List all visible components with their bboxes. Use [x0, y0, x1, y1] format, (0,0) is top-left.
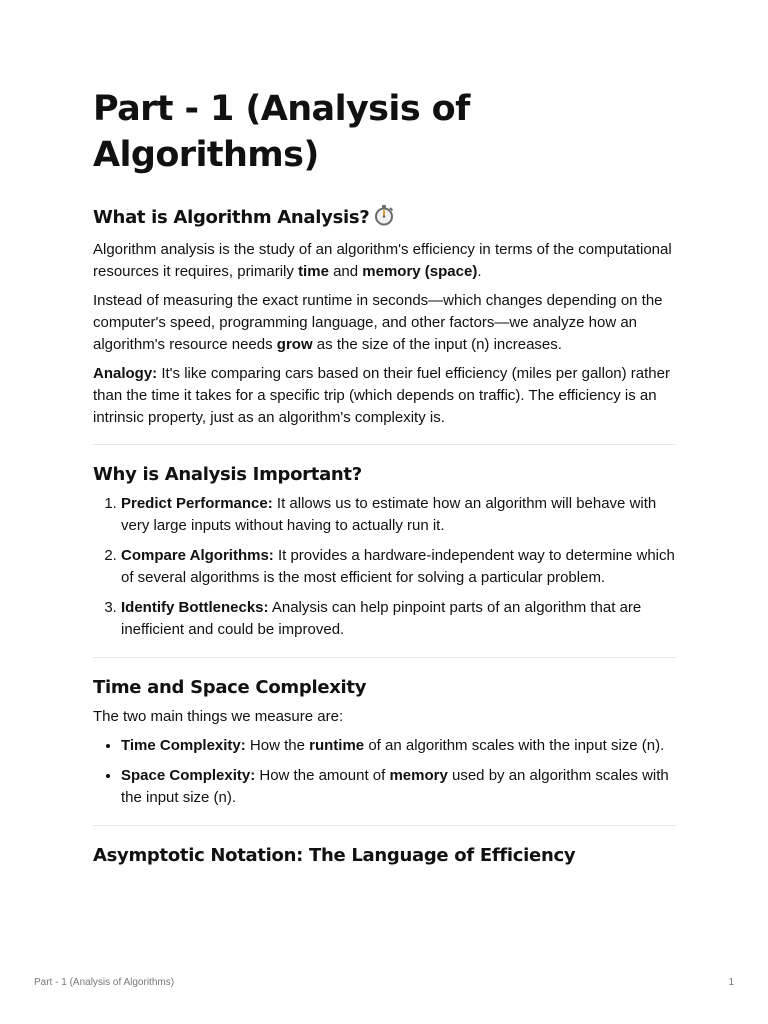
- bold-text: Predict Performance:: [121, 495, 273, 512]
- bold-text: Compare Algorithms:: [121, 547, 274, 564]
- list-item: [121, 765, 676, 809]
- text-run: as the size of the input (n) increases.: [312, 336, 562, 353]
- text-run: of an algorithm scales with the input size (n).: [364, 737, 665, 754]
- text-run: .: [477, 263, 482, 280]
- bold-text: time: [298, 263, 329, 280]
- text-run: Analysis can help pinpoint parts of an algorithm that are inefficient and could be improved.: [121, 599, 642, 638]
- page-title: Part - 1 (Analysis of Algorithms): [93, 89, 470, 175]
- section-asymptotic-notation: [93, 844, 676, 882]
- paragraph: [93, 239, 676, 283]
- bold-text: grow: [276, 336, 313, 353]
- document-page: [93, 86, 676, 900]
- list-item: [121, 545, 676, 589]
- stopwatch-icon: [373, 204, 395, 233]
- text-run: It's like comparing cars based on their fuel efficiency (miles per gallon) rather than the time it takes for a specific trip (which depends on traffic). The efficiency is an intrinsic property, just as an algorithm's complexity is.: [93, 365, 670, 426]
- paragraph: [93, 363, 676, 429]
- text-run: Instead of measuring the exact runtime in seconds—which changes depending on the computer's speed, programming language, and other factors—we analyze how an algorithm's resource needs: [93, 292, 663, 353]
- text-run: How the amount of: [255, 767, 390, 784]
- paragraph: The two main things we measure are:: [93, 708, 344, 725]
- bold-text: Identify Bottlenecks:: [121, 599, 269, 616]
- section-heading-text: What is Algorithm Analysis?: [93, 207, 370, 228]
- text-run: Algorithm analysis is the study of an algorithm's efficiency in terms of the computational resources it requires, primarily: [93, 241, 672, 280]
- section-heading: Asymptotic Notation: The Language of Efficiency: [93, 845, 576, 866]
- paragraph: [93, 290, 676, 356]
- section-heading: Why is Analysis Important?: [93, 464, 362, 485]
- footer-title: Part - 1 (Analysis of Algorithms): [34, 977, 175, 988]
- bold-text: memory (space): [362, 263, 478, 280]
- page-number: 1: [728, 977, 734, 988]
- bold-text: Time Complexity:: [121, 737, 246, 754]
- text-run: used by an algorithm scales with the input size (n).: [121, 767, 669, 806]
- section-what-is-analysis: [93, 204, 676, 445]
- bold-text: memory: [389, 767, 448, 784]
- list-item: [121, 735, 676, 757]
- bullet-list: [93, 735, 676, 809]
- bold-text: Space Complexity:: [121, 767, 256, 784]
- text-run: and: [328, 263, 363, 280]
- section-time-space-complexity: [93, 676, 676, 826]
- section-heading: Time and Space Complexity: [93, 677, 367, 698]
- text-run: It allows us to estimate how an algorithm will behave with very large inputs without having to actually run it.: [121, 495, 657, 534]
- list-item: [121, 597, 676, 641]
- numbered-list: [93, 493, 676, 641]
- section-heading: [93, 204, 676, 233]
- text-run: How the: [245, 737, 310, 754]
- bold-text: Analogy:: [93, 365, 158, 382]
- bold-text: runtime: [309, 737, 365, 754]
- text-run: It provides a hardware-independent way to determine which of several algorithms is the most efficient for solving a particular problem.: [121, 547, 675, 586]
- list-item: [121, 493, 676, 537]
- section-why-important: [93, 463, 676, 658]
